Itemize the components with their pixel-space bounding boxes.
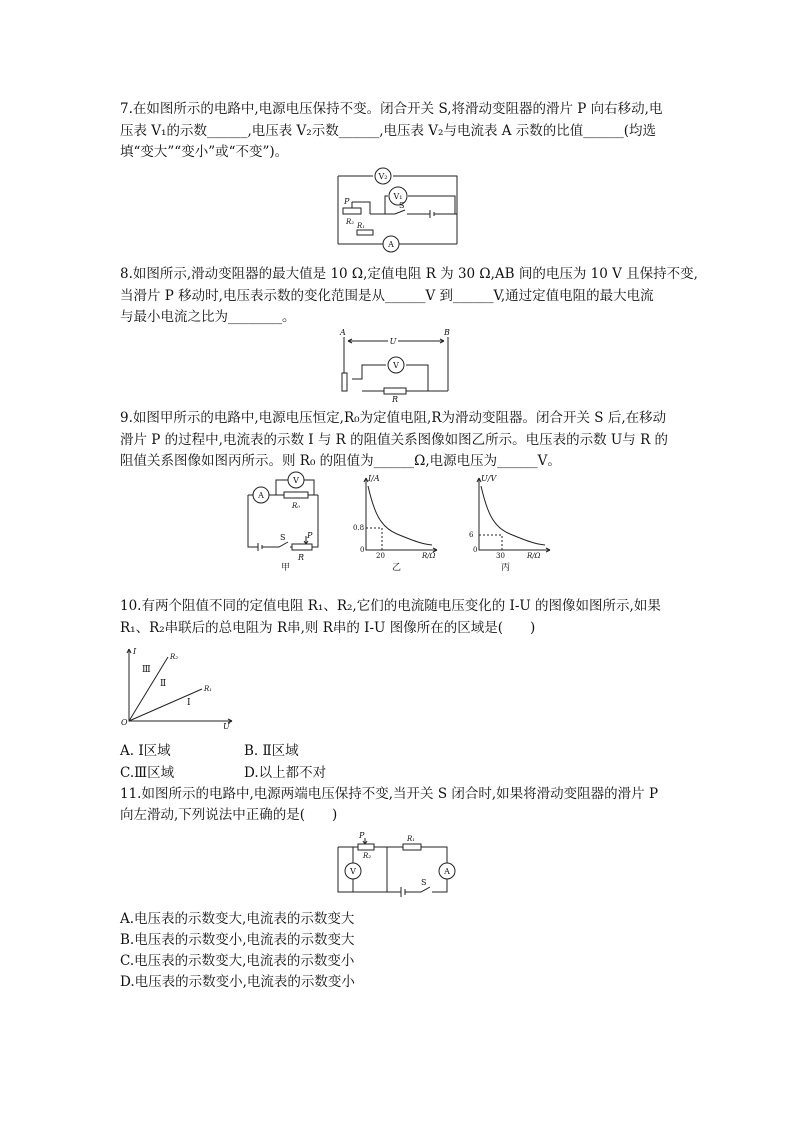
q9-g2-ytick: 6 [469, 531, 474, 539]
q11-line-1: 11.如图所示的电路中,电源两端电压保持不变,当开关 S 闭合时,如果将滑动变阻器的滑片 P [120, 786, 659, 802]
q10-r1-label: R₁ [204, 685, 213, 693]
q9-g2-xtick: 30 [496, 552, 505, 560]
q11-v-label: V [350, 867, 356, 876]
q7-v2-label: V₂ [378, 172, 388, 181]
q8-u-label: U [389, 337, 397, 346]
q9-graph-current [352, 472, 442, 572]
q9-circuit-diagram [246, 472, 326, 573]
q7-r2-label: R₂ [346, 218, 355, 226]
q9-fig-c-caption: 丙 [501, 563, 511, 573]
q9-g1-ylabel: I/A [368, 474, 380, 483]
q11-option-a[interactable]: A.电压表的示数变大,电流表的示数变大 [120, 911, 355, 927]
q7-p-label: P [344, 197, 350, 206]
q10-zone-3: Ⅲ [142, 665, 151, 675]
q7-line-3: 填“变大”“变小”或“不变”)。 [120, 144, 289, 160]
q9-fig-a-caption: 甲 [281, 563, 291, 573]
q10-zone-2: Ⅱ [160, 679, 167, 689]
q9-g1-xtick: 20 [376, 552, 385, 560]
q10-r2-label: R₂ [170, 653, 179, 661]
q11-r2-label: R₂ [363, 852, 372, 860]
q10-iu-graph [120, 645, 240, 730]
q8-circuit-diagram [338, 328, 453, 404]
q9-g1-ytick: 0.8 [353, 524, 365, 532]
q11-r1-label: R₁ [407, 835, 416, 843]
q7-s-label: S [399, 201, 405, 210]
q9-graph-voltage [465, 472, 555, 572]
q7-line-1: 7.在如图所示的电路中,电源电压保持不变。闭合开关 S,将滑动变阻器的滑片 P 向右移动,电 [120, 101, 663, 117]
q9-p-label: P [307, 531, 313, 540]
q10-option-a[interactable]: A. Ⅰ区域 [120, 743, 171, 759]
q10-u-label: U [223, 722, 230, 731]
q9-g2-origin: 0 [473, 546, 478, 554]
q11-option-c[interactable]: C.电压表的示数变大,电流表的示数变小 [120, 953, 355, 969]
q7-a-label: A [388, 240, 394, 249]
q10-zone-1: Ⅰ [187, 698, 191, 708]
q9-fig-b-caption: 乙 [392, 563, 402, 573]
q10-line-1: 10.有两个阻值不同的定值电阻 R₁、R₂,它们的电流随电压变化的 I-U 的图像如图所示,如果 [120, 598, 661, 614]
q11-option-d[interactable]: D.电压表的示数变小,电流表的示数变小 [120, 974, 355, 990]
q8-v-label: V [393, 361, 399, 370]
q7-circuit-diagram [335, 168, 460, 249]
q11-line-2: 向左滑动,下列说法中正确的是( ) [120, 807, 338, 823]
q8-line-1: 8.如图所示,滑动变阻器的最大值是 10 Ω,定值电阻 R 为 30 Ω,AB 间的电压为 10 V 且保持不变, [120, 266, 698, 282]
q9-r-label: R [298, 553, 305, 562]
q8-r-label: R [392, 395, 399, 404]
q11-circuit-diagram [337, 830, 462, 900]
q11-a-label: A [444, 867, 450, 876]
q9-g1-xlabel: R/Ω [422, 552, 436, 560]
q9-g2-ylabel: U/V [481, 474, 497, 483]
q10-o-label: O [121, 718, 128, 727]
q8-line-3: 与最小电流之比为________。 [120, 309, 296, 325]
q8-line-2: 当滑片 P 移动时,电压表示数的变化范围是从______V 到______V,通过定值电阻的最大电流 [120, 288, 654, 304]
q10-option-c[interactable]: C.Ⅲ区域 [120, 765, 175, 781]
q10-line-2: R₁、R₂串联后的总电阻为 R串,则 R串的 I-U 图像所在的区域是( ) [120, 620, 536, 636]
q9-v-label: V [293, 476, 299, 485]
q7-line-2: 压表 V₁的示数______,电压表 V₂示数______,电压表 V₂与电流表 A 示数的比值______(均选 [120, 123, 657, 139]
q9-g2-xlabel: R/Ω [527, 552, 541, 560]
q7-r1-label: R₁ [357, 222, 366, 230]
q8-a-label: A [340, 328, 346, 337]
q10-i-label: I [133, 647, 137, 656]
q7-v1-label: V₁ [393, 192, 403, 201]
q9-r0-label: R₀ [292, 502, 301, 510]
q11-p-label: P [359, 831, 365, 840]
q9-s-label: S [280, 533, 286, 542]
q11-option-b[interactable]: B.电压表的示数变小,电流表的示数变大 [120, 932, 355, 948]
q9-line-2: 滑片 P 的过程中,电流表的示数 I 与 R 的阻值关系图像如图乙所示。电压表的示数 U与 R 的 [120, 432, 669, 448]
q9-g1-origin: 0 [360, 546, 365, 554]
q10-option-d[interactable]: D.以上都不对 [244, 765, 327, 781]
q9-a-label: A [258, 491, 264, 500]
q9-line-3: 阻值关系图像如图丙所示。则 R₀ 的阻值为______Ω,电源电压为______V。 [120, 453, 561, 469]
q10-option-b[interactable]: B. Ⅱ区域 [244, 743, 299, 759]
q8-b-label: B [444, 328, 450, 337]
q9-line-1: 9.如图甲所示的电路中,电源电压恒定,R₀为定值电阻,R为滑动变阻器。闭合开关 S 后,在移动 [120, 410, 667, 426]
q11-s-label: S [421, 878, 427, 887]
